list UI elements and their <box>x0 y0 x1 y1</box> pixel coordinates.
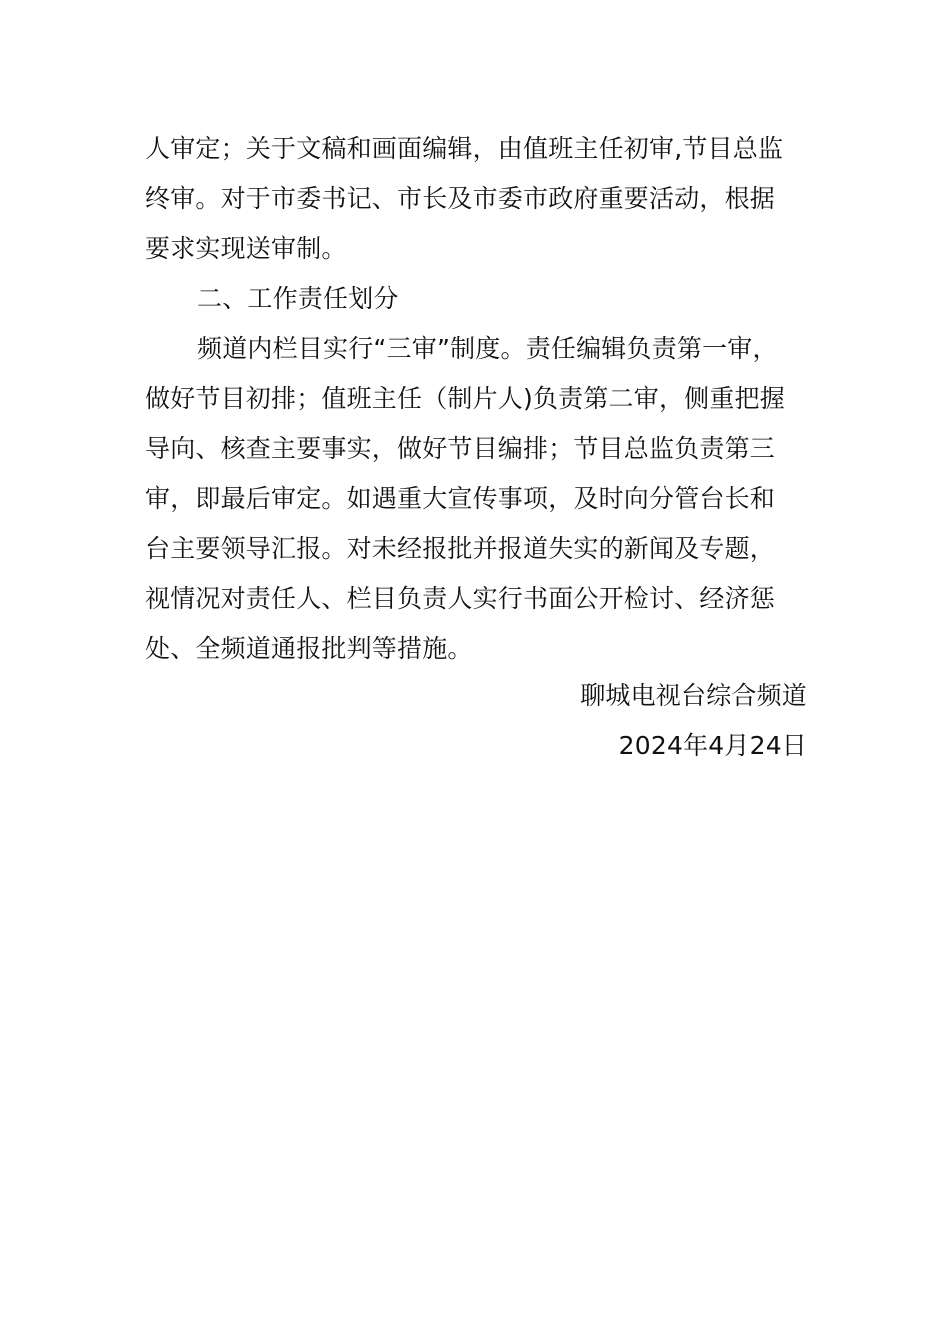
body-text-line: 视情况对责任人、栏目负责人实行书面公开检讨、经济惩 <box>145 584 776 613</box>
body-text-line: 处、全频道通报批判等措施。 <box>145 634 473 663</box>
body-text-line: 终审。对于市委书记、市长及市委市政府重要活动，根据 <box>145 184 776 213</box>
body-text-line: 审，即最后审定。如遇重大宣传事项，及时向分管台长和 <box>145 484 776 513</box>
body-text-line: 做好节目初排；值班主任（制片人)负责第二审，侧重把握 <box>145 384 785 413</box>
body-text-line: 台主要领导汇报。对未经报批并报道失实的新闻及专题， <box>145 534 776 563</box>
body-text-line: 频道内栏目实行“三审”制度。责任编辑负责第一审， <box>197 334 778 363</box>
body-text-line: 要求实现送审制。 <box>145 234 347 263</box>
signature-organization: 聊城电视台综合频道 <box>580 681 807 710</box>
body-text-line: 导向、核查主要事实，做好节目编排；节目总监负责第三 <box>145 434 776 463</box>
body-text-line: 人审定；关于文稿和画面编辑，由值班主任初审,节目总监 <box>145 134 784 163</box>
section-heading: 二、工作责任划分 <box>197 284 399 313</box>
signature-date: 2024年4月24日 <box>618 731 807 760</box>
